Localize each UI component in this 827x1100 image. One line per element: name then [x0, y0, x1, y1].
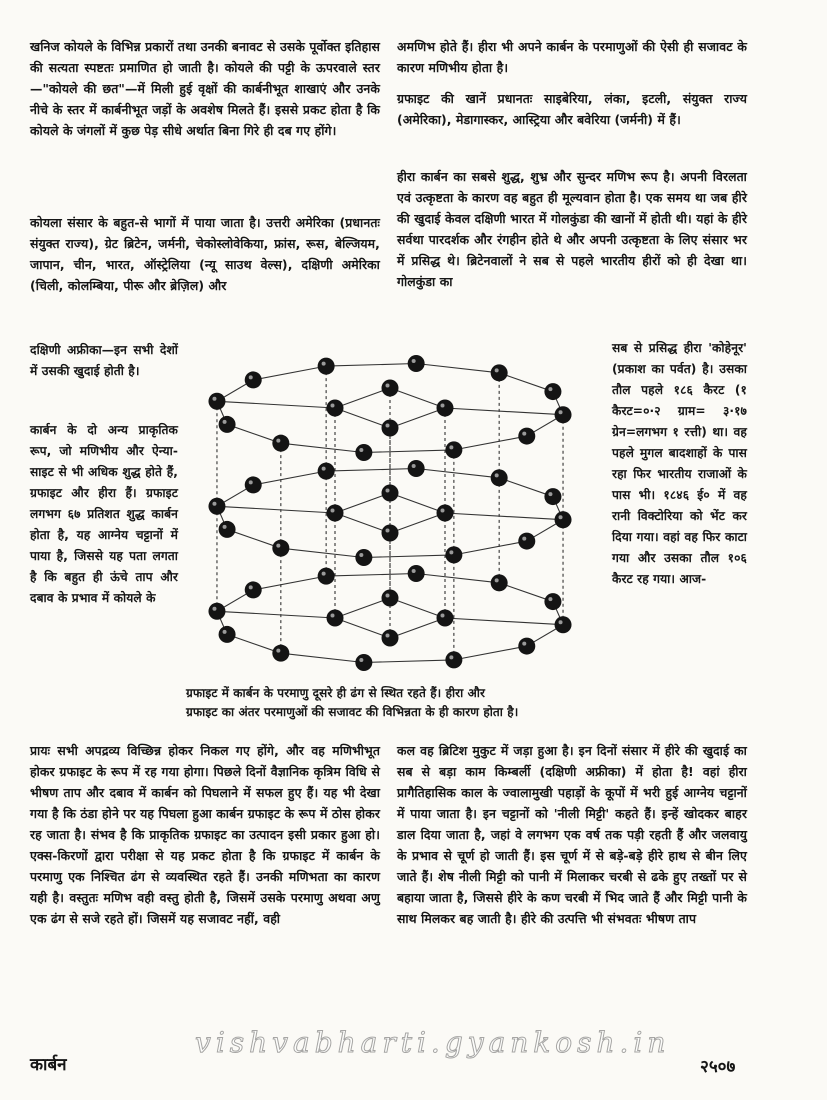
atom-highlight — [212, 397, 216, 401]
carbon-atom — [518, 638, 535, 655]
atom-highlight — [449, 445, 453, 449]
lattice-bond — [390, 388, 445, 408]
atom-highlight — [322, 362, 326, 366]
atom-highlight — [548, 492, 552, 496]
left-paragraph-coal-history: खनिज कोयले के विभिन्न प्रकारों तथा उनकी बनावट से उसके पूर्वोक्त इतिहास की सत्यता स्पष्टतः प्रमाणित हो जाती है। कोयले की पट्टी के ऊपरवाले स्तर—"कोयले की छत"—में मिली हुई वृक्षों की कार्बनीभूत शाखाएं और उनके नीचे के स्तर में कार्बनीभूत जड़ों के अवशेष मिलते हैं। इससे प्रकट होता है कि कोयले के जंगलों में कुछ पेड़ सीधे अर्थात बिना गिरे ही दब गए होंगे। — [30, 39, 380, 138]
atom-highlight — [522, 537, 526, 541]
atom-highlight — [495, 473, 499, 477]
atom-highlight — [359, 448, 363, 452]
atom-highlight — [249, 375, 253, 379]
atom-highlight — [276, 544, 280, 548]
lattice-bond — [227, 529, 281, 548]
atom-highlight — [276, 649, 280, 653]
left-paragraph-graphite-intro: कार्बन के दो अन्य प्राकृतिक रूप, जो मणिभीय और ऐन्या-साइट से भी अधिक शुद्ध होते हैं, ग्रफाइट और हीरा हैं। ग्रफाइट लगभग ६७ प्रतिशत शुद्ध कार्बन होता है, यह आग्नेय चट्टानों में पाया है, जिससे यह पता लगता है कि बहुत ही ऊंचे ताप और दबाव के प्रभाव में कोयले के — [30, 423, 178, 605]
lattice-bond — [364, 660, 454, 663]
carbon-atom — [408, 355, 425, 372]
lattice-bond — [281, 443, 364, 452]
atom-highlight — [412, 464, 416, 468]
graphite-lattice-figure — [185, 338, 605, 678]
carbon-atom — [555, 616, 572, 633]
lattice-bond — [335, 388, 390, 408]
lattice-bond — [364, 555, 454, 558]
atom-highlight — [559, 515, 563, 519]
carbon-atom — [327, 400, 344, 417]
lattice-bond — [390, 408, 445, 428]
atom-highlight — [449, 550, 453, 554]
lattice-bond — [335, 513, 390, 533]
carbon-atom — [491, 574, 508, 591]
atom-highlight — [212, 502, 216, 506]
lattice-bond — [217, 611, 335, 618]
right-paragraph-kimberley: कल वह ब्रिटिश मुकुट में जड़ा हुआ है। इन दिनों संसार में हीरे की खुदाई का सब से बड़ा काम किम्बर्ली (दक्षिणी अफ्रीका) में होता है! वहां हीरा प्रागैतिहासिक काल के ज्वालामुखी पहाड़ों के कूपों में भरी हुई आग्नेय चट्टानों में पाया जाता है। इन चट्टानों को 'नीली मिट्टी' कहते हैं। इन्हें खोदकर बाहर डाल दिया जाता है, जहां वे लगभग एक वर्ष तक पड़ी रहती हैं और जलवायु के प्रभाव से चूर्ण हो जाती हैं। इस चूर्ण में से बड़े-बड़े हीरे हाथ से बीन लिए जाते हैं। शेष नीली मिट्टी को पानी में मिलाकर चरबी से ढके हुए तख्तों पर से बहाया जाता है, जिससे हीरे के कण चरबी में भिद जाते हैं और मिट्टी पानी के साथ मिलकर बह जाती है। हीरे की उत्पत्ति भी संभवतः भीषण ताप — [397, 743, 747, 926]
lattice-bond — [217, 506, 335, 513]
lattice-bond — [335, 408, 390, 428]
atom-highlight — [249, 585, 253, 589]
lattice-bond — [281, 548, 364, 557]
atom-highlight — [359, 553, 363, 557]
atom-highlight — [548, 597, 552, 601]
lattice-bond — [227, 634, 281, 653]
lattice-bond — [253, 576, 326, 590]
lattice-bond — [499, 583, 553, 602]
atom-highlight — [441, 509, 445, 513]
lattice-bond — [499, 478, 553, 497]
carbon-atom — [382, 590, 399, 607]
carbon-atom — [245, 476, 262, 493]
lattice-bond — [326, 574, 416, 577]
running-title: कार्बन — [30, 1055, 67, 1075]
carbon-atom — [318, 358, 335, 375]
carbon-atom — [318, 463, 335, 480]
carbon-atom — [544, 593, 561, 610]
lattice-bond — [499, 373, 553, 392]
carbon-atom — [327, 610, 344, 627]
atom-highlight — [386, 384, 390, 388]
atom-highlight — [223, 525, 227, 529]
lattice-bond — [253, 471, 326, 485]
atom-highlight — [522, 642, 526, 646]
carbon-atom — [355, 444, 372, 461]
left-paragraph-africa: दक्षिणी अफ्रीका—इन सभी देशों में उसकी खुदाई होती है। — [30, 343, 178, 378]
atom-highlight — [412, 569, 416, 573]
lattice-bond — [281, 653, 364, 662]
figure-caption-line-2: ग्रफाइट का अंतर परमाणुओं की सजावट की विभिन्नता के ही कारण होता है। — [186, 705, 519, 719]
carbon-atom — [491, 469, 508, 486]
atom-highlight — [386, 594, 390, 598]
carbon-atom — [382, 485, 399, 502]
lattice-bond — [416, 469, 499, 478]
carbon-atom — [219, 416, 236, 433]
left-paragraph-graphite-formation: प्रायः सभी अपद्रव्य विच्छिन्न होकर निकल गए होंगे, और वह मणिभीभूत होकर ग्रफाइट के रूप में रह गया होगा। पिछले दिनों वैज्ञानिक कृत्रिम विधि से भीषण ताप और दबाव में कार्बन को पिघलाने में सफल हुए हैं। यह भी देखा गया है कि ठंडा होने पर यह पिघला हुआ कार्बन ग्रफाइट के रूप में ठोस होकर रह जाता है। संभव है कि प्राकृतिक ग्रफाइट का उत्पादन इसी प्रकार हुआ हो। एक्स-किरणों द्वारा परीक्षा से यह प्रकट होता है कि ग्रफाइट में कार्बन के परमाणु एक निश्चित ढंग से व्यवस्थित रहते हैं। उनकी मणिभता का कारण यही है। वस्तुतः मणिभ वही वस्तु होती है, जिसमें उसके परमाणु अथवा अणु एक ढंग से सजे रहते हों। जिसमें यह सजावट नहीं, वही — [30, 743, 380, 926]
lattice-bond — [454, 646, 527, 660]
atom-highlight — [322, 572, 326, 576]
lattice-bond — [227, 424, 281, 443]
carbon-atom — [555, 406, 572, 423]
carbon-atom — [245, 371, 262, 388]
atom-highlight — [412, 359, 416, 363]
atom-highlight — [223, 630, 227, 634]
watermark: vishvabharti.gyankosh.in — [195, 1026, 671, 1059]
lattice-bond — [217, 401, 335, 408]
lattice-bond — [364, 450, 454, 453]
lattice-bond — [445, 408, 563, 415]
left-paragraph-coal-distribution: कोयला संसार के बहुत-से भागों में पाया जाता है। उत्तरी अमेरिका (प्रधानतः संयुक्त राज्य), ग्रेट ब्रिटेन, जर्मनी, चेकोस्लोवेकिया, फ्रांस, रूस, बेल्जियम, जापान, चीन, भारत, ऑस्ट्रेलिया (न्यू साउथ वेल्स), दक्षिणी अमेरिका (चिली, कोलम्बिया, पीरू और ब्रेज़िल) और — [30, 215, 380, 293]
carbon-atom — [555, 511, 572, 528]
carbon-atom — [445, 546, 462, 563]
atom-highlight — [559, 410, 563, 414]
lattice-bond — [390, 618, 445, 638]
lattice-bond — [253, 366, 326, 380]
page-number: २५०७ — [700, 1057, 736, 1077]
carbon-atom — [518, 533, 535, 550]
carbon-atom — [355, 549, 372, 566]
atom-highlight — [331, 509, 335, 513]
atom-highlight — [386, 489, 390, 493]
carbon-atom — [382, 420, 399, 437]
lattice-bonds — [217, 364, 563, 663]
atom-highlight — [548, 387, 552, 391]
carbon-atom — [437, 400, 454, 417]
carbon-atom — [219, 521, 236, 538]
atom-highlight — [359, 658, 363, 662]
atom-highlight — [322, 467, 326, 471]
atom-highlight — [386, 529, 390, 533]
right-paragraph-kohinoor: सब से प्रसिद्ध हीरा 'कोहेनूर' (प्रकाश का पर्वत) है। उसका तौल पहले १८६ कैरट (१ कैरट=०·२ ग्राम= ३·१७ ग्रेन=लगभग १ रत्ती) था। वह पहले मुगल बादशाहों के पास रहा फिर भारतीय राजाओं के पास भी। १८४६ ई० में वह रानी विक्टोरिया को भेंट कर दिया गया। वहां वह फिर काटा गया और उसका तौल १०६ कैरट रह गया। आज- — [612, 341, 747, 586]
lattice-bond — [445, 513, 563, 520]
lattice-bond — [390, 513, 445, 533]
atom-highlight — [495, 578, 499, 582]
atom-highlight — [386, 634, 390, 638]
atom-highlight — [495, 368, 499, 372]
right-paragraph-diamond-golconda: हीरा कार्बन का सबसे शुद्ध, शुभ्र और सुन्दर मणिभ रूप है। अपनी विरलता एवं उत्कृष्टता के कारण वह बहुत ही मूल्यवान होता है। एक समय था जब हीरे की खुदाई केवल दक्षिणी भारत में गोलकुंडा की खानों में होती थी। यहां के हीरे सर्वथा पारदर्शक और रंगहीन होते थे और अपनी उत्कृष्टता के लिए संसार भर में प्रसिद्ध थे। ब्रिटेनवालों ने सब से पहले भारतीय हीरों को ही देखा था। गोलकुंडा का — [397, 169, 747, 289]
lattice-bond — [454, 436, 527, 450]
carbon-atom — [355, 654, 372, 671]
lattice-bond — [416, 574, 499, 583]
lattice-bond — [326, 364, 416, 367]
lattice-bond — [326, 469, 416, 472]
carbon-atom — [445, 651, 462, 668]
carbon-atom — [272, 645, 289, 662]
lattice-bond — [454, 541, 527, 555]
atom-highlight — [331, 614, 335, 618]
lattice-bond — [390, 493, 445, 513]
atom-highlight — [276, 439, 280, 443]
carbon-atom — [318, 568, 335, 585]
carbon-atom — [208, 498, 225, 515]
figure-caption-line-1: ग्रफाइट में कार्बन के परमाणु दूसरे ही ढंग से स्थित रहते हैं। हीरा और — [186, 686, 485, 700]
carbon-atom — [208, 603, 225, 620]
carbon-atom — [382, 380, 399, 397]
lattice-bond — [335, 618, 390, 638]
lattice-bond — [335, 598, 390, 618]
atom-highlight — [223, 420, 227, 424]
right-paragraph-crystal-structure: अमणिभ होते हैं। हीरा भी अपने कार्बन के परमाणुओं की ऐसी ही सजावट के कारण मणिभीय होता है। — [397, 39, 747, 75]
atom-highlight — [559, 620, 563, 624]
carbon-atom — [544, 488, 561, 505]
lattice-bond — [416, 364, 499, 373]
atom-highlight — [386, 424, 390, 428]
atom-highlight — [449, 655, 453, 659]
carbon-atom — [408, 565, 425, 582]
atom-highlight — [522, 432, 526, 436]
lattice-bond — [390, 598, 445, 618]
atom-highlight — [249, 480, 253, 484]
atom-highlight — [441, 614, 445, 618]
lattice-bond — [335, 493, 390, 513]
carbon-atom — [245, 581, 262, 598]
carbon-atom — [272, 435, 289, 452]
carbon-atom — [491, 364, 508, 381]
atom-highlight — [441, 404, 445, 408]
carbon-atom — [408, 460, 425, 477]
right-paragraph-graphite-mines: ग्रफाइट की खानें प्रधानतः साइबेरिया, लंका, इटली, संयुक्त राज्य (अमेरिका), मेडागास्कर, आस्ट्रिया और बवेरिया (जर्मनी) में हैं। — [397, 91, 747, 127]
atom-highlight — [331, 404, 335, 408]
carbon-atom — [518, 428, 535, 445]
carbon-atom — [327, 505, 344, 522]
carbon-atom — [445, 441, 462, 458]
carbon-atom — [382, 630, 399, 647]
carbon-atom — [272, 540, 289, 557]
lattice-bond — [445, 618, 563, 625]
carbon-atom — [382, 525, 399, 542]
carbon-atom — [208, 393, 225, 410]
atom-highlight — [212, 607, 216, 611]
carbon-atom — [437, 610, 454, 627]
carbon-atom — [219, 626, 236, 643]
carbon-atom — [437, 505, 454, 522]
carbon-atom — [544, 383, 561, 400]
